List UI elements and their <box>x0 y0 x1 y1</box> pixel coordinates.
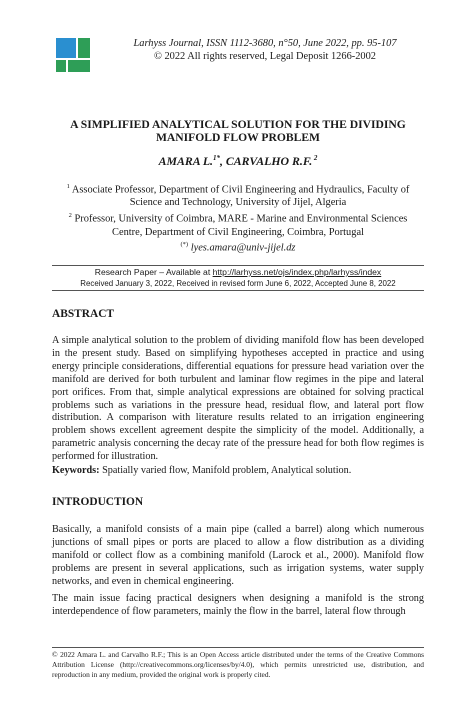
corresponding-email <box>52 241 424 253</box>
author-2: CARVALHO R.F. <box>225 154 313 168</box>
keywords <box>52 465 424 476</box>
footer-divider <box>52 647 424 648</box>
introduction-heading: INTRODUCTION <box>52 496 144 508</box>
paper-info-box <box>52 265 424 291</box>
paper-title <box>52 118 424 144</box>
paper-availability <box>52 267 424 278</box>
email-address: lyes.amara@univ-jijel.dz <box>188 242 296 254</box>
journal-logo <box>54 36 92 74</box>
affiliation-1-line-2: Science and Technology, University of Jijel, Algeria <box>129 197 347 209</box>
title-line-1: A SIMPLIFIED ANALYTICAL SOLUTION FOR THE DIVIDING <box>70 118 406 131</box>
journal-citation: Larhyss Journal, ISSN 1112-3680, n°50, June 2022, pp. 95-107 <box>133 38 397 49</box>
affiliation-2-line-1: Professor, University of Coimbra, MARE - Marine and Environmental Sciences <box>71 213 408 225</box>
affiliation-1-marker: 1 <box>66 183 70 190</box>
journal-copyright: © 2022 All rights reserved, Legal Deposit 1266-2002 <box>153 51 377 62</box>
abstract-text: A simple analytical solution to the problem of dividing manifold flow has been developed in the present study. Based on simplifying hypotheses accepted in practice and using energy principle considerations, differential equations for pressure head variation over the manifold are derived for both turbulent and laminar flow regimes in the pipe and lateral port orifices. From that, simple analytical expressions are obtained for solving practical problems such as variations in the pressure head, residual flow, and lateral port flow distribution. A comparison with literature results related to an irrigation engineering problem shows excellent agreement despite the simplicity of the model. Additionally, a parametric analysis concerning the decay rate of the pressure head for both flow regimes is performed for illustration. <box>52 335 424 463</box>
title-line-2: MANIFOLD FLOW PROBLEM <box>155 131 321 144</box>
author-2-marker: 2 <box>312 154 318 163</box>
paper-type-label: Research Paper – Available at <box>94 267 213 277</box>
license-footnote: © 2022 Amara L. and Carvalho R.F.; This is an Open Access article distributed under the terms of the Creative Commons Attribution License (http://creativecommons.org/licenses/by/4.0), which permits unrestricted use, distribution, and reproduction in any medium, provided the original work is properly cited. <box>52 650 424 679</box>
author-separator: , <box>220 154 226 168</box>
affiliation-2-line-2: Centre, Department of Civil Engineering, Coimbra, Portugal <box>112 226 364 238</box>
affiliation-2 <box>52 209 424 225</box>
abstract-heading: ABSTRACT <box>52 308 115 320</box>
affiliation-1 <box>52 180 424 196</box>
author-list <box>52 154 424 169</box>
keywords-label: Keywords: <box>52 465 100 476</box>
introduction-paragraph-1: Basically, a manifold consists of a main pipe (called a barrel) along which numerous junctions of small pipes or ports are placed to allow a flow distribution as a dividing manifold or collect flow as a combining manifold (Larock et al., 2000). Manifold flow problems are present in several applications, such as irrigation systems, water supply networks, and even in chemical engineering. <box>52 524 424 587</box>
affiliation-2-marker: 2 <box>68 212 72 220</box>
affiliations <box>52 180 424 239</box>
keywords-text: Spatially varied flow, Manifold problem, Analytical solution. <box>99 465 352 476</box>
author-1-marker: 1* <box>213 154 221 163</box>
author-1: AMARA L. <box>158 154 214 168</box>
paper-dates: Received January 3, 2022, Received in revised form June 6, 2022, Accepted June 8, 2022 <box>80 279 396 288</box>
journal-url-link[interactable]: http://larhyss.net/ojs/index.php/larhyss/index <box>212 267 382 277</box>
introduction-paragraph-2: The main issue facing practical designers when designing a manifold is the strong interdependence of flow parameters, mainly the flow in the barrel, lateral flow through <box>52 593 424 617</box>
affiliation-1-line-1: Associate Professor, Department of Civil Engineering and Hydraulics, Faculty of <box>69 184 410 196</box>
journal-header <box>100 37 430 63</box>
email-marker: (*) <box>180 241 189 248</box>
